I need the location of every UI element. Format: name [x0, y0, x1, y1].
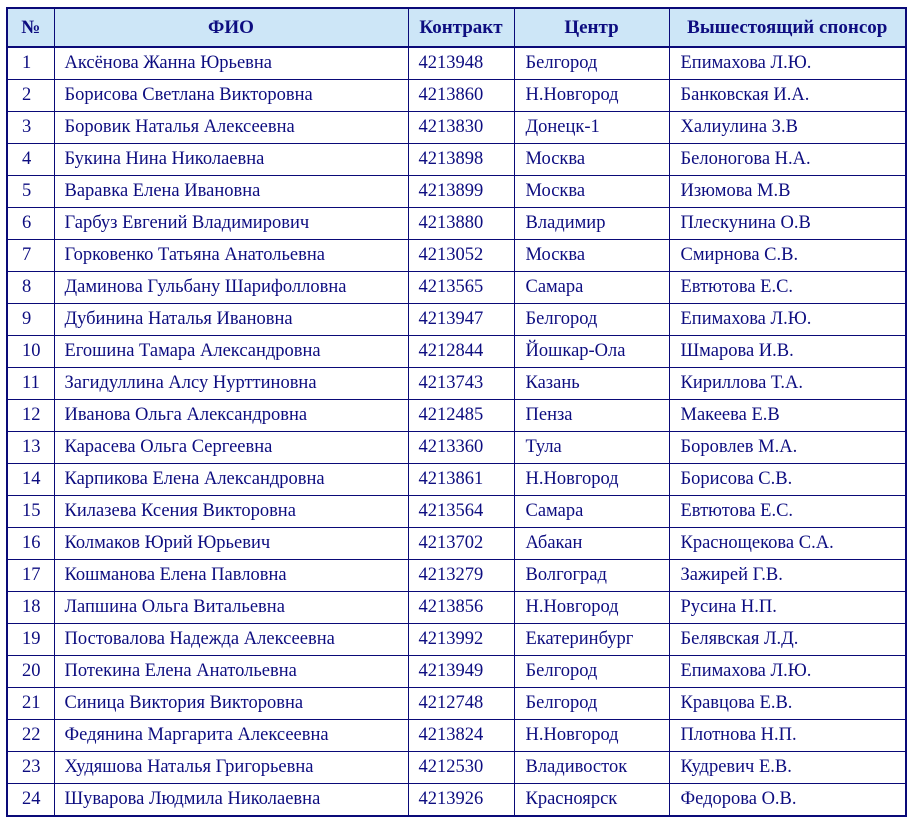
cell-center: Владимир: [514, 208, 669, 240]
table-body: [7, 47, 906, 816]
cell-name: Карасева Ольга Сергеевна: [54, 432, 408, 464]
cell-center: Екатеринбург: [514, 624, 669, 656]
cell-num: 19: [7, 624, 54, 656]
cell-contract: 4213565: [408, 272, 514, 304]
cell-num: 7: [7, 240, 54, 272]
table-row: [7, 528, 906, 560]
header-name: ФИО: [54, 8, 408, 47]
cell-center: Самара: [514, 496, 669, 528]
table-row: [7, 208, 906, 240]
table-row: [7, 112, 906, 144]
cell-num: 22: [7, 720, 54, 752]
cell-name: Килазева Ксения Викторовна: [54, 496, 408, 528]
cell-num: 4: [7, 144, 54, 176]
cell-num: 17: [7, 560, 54, 592]
cell-contract: 4213947: [408, 304, 514, 336]
cell-sponsor: Кириллова Т.А.: [669, 368, 906, 400]
cell-center: Н.Новгород: [514, 720, 669, 752]
cell-sponsor: Федорова О.В.: [669, 784, 906, 817]
cell-contract: 4213824: [408, 720, 514, 752]
cell-name: Карпикова Елена Александровна: [54, 464, 408, 496]
cell-num: 24: [7, 784, 54, 817]
cell-name: Худяшова Наталья Григорьевна: [54, 752, 408, 784]
cell-center: Москва: [514, 176, 669, 208]
cell-center: Н.Новгород: [514, 592, 669, 624]
cell-sponsor: Плотнова Н.П.: [669, 720, 906, 752]
cell-name: Шуварова Людмила Николаевна: [54, 784, 408, 817]
cell-contract: 4212530: [408, 752, 514, 784]
cell-center: Н.Новгород: [514, 80, 669, 112]
cell-center: Красноярск: [514, 784, 669, 817]
cell-sponsor: Смирнова С.В.: [669, 240, 906, 272]
cell-num: 9: [7, 304, 54, 336]
cell-sponsor: Борисова С.В.: [669, 464, 906, 496]
cell-sponsor: Краснощекова С.А.: [669, 528, 906, 560]
cell-center: Самара: [514, 272, 669, 304]
table-row: [7, 368, 906, 400]
cell-contract: 4213702: [408, 528, 514, 560]
table-row: [7, 432, 906, 464]
cell-name: Лапшина Ольга Витальевна: [54, 592, 408, 624]
cell-name: Федянина Маргарита Алексеевна: [54, 720, 408, 752]
table-row: [7, 464, 906, 496]
cell-contract: 4213830: [408, 112, 514, 144]
cell-sponsor: Боровлев М.А.: [669, 432, 906, 464]
cell-name: Колмаков Юрий Юрьевич: [54, 528, 408, 560]
cell-sponsor: Халиулина З.В: [669, 112, 906, 144]
cell-contract: 4212844: [408, 336, 514, 368]
cell-center: Н.Новгород: [514, 464, 669, 496]
cell-center: Белгород: [514, 47, 669, 80]
cell-contract: 4213899: [408, 176, 514, 208]
cell-contract: 4213880: [408, 208, 514, 240]
cell-name: Иванова Ольга Александровна: [54, 400, 408, 432]
cell-contract: 4212485: [408, 400, 514, 432]
cell-name: Борисова Светлана Викторовна: [54, 80, 408, 112]
cell-center: Абакан: [514, 528, 669, 560]
cell-contract: 4213360: [408, 432, 514, 464]
table-row: [7, 656, 906, 688]
cell-sponsor: Плескунина О.В: [669, 208, 906, 240]
cell-center: Волгоград: [514, 560, 669, 592]
cell-contract: 4213860: [408, 80, 514, 112]
cell-num: 18: [7, 592, 54, 624]
cell-contract: 4213861: [408, 464, 514, 496]
cell-contract: 4213052: [408, 240, 514, 272]
cell-contract: 4213856: [408, 592, 514, 624]
cell-contract: 4213279: [408, 560, 514, 592]
cell-num: 16: [7, 528, 54, 560]
cell-contract: 4213948: [408, 47, 514, 80]
cell-sponsor: Белявская Л.Д.: [669, 624, 906, 656]
cell-name: Синица Виктория Викторовна: [54, 688, 408, 720]
cell-center: Пенза: [514, 400, 669, 432]
table-row: [7, 144, 906, 176]
cell-name: Постовалова Надежда Алексеевна: [54, 624, 408, 656]
cell-num: 1: [7, 47, 54, 80]
header-row: [7, 8, 906, 47]
table-row: [7, 336, 906, 368]
cell-sponsor: Евтютова Е.С.: [669, 272, 906, 304]
sponsor-table: [6, 7, 907, 817]
cell-contract: 4213898: [408, 144, 514, 176]
cell-contract: 4212748: [408, 688, 514, 720]
cell-name: Кошманова Елена Павловна: [54, 560, 408, 592]
cell-center: Казань: [514, 368, 669, 400]
header-contract: Контракт: [408, 8, 514, 47]
cell-sponsor: Изюмова М.В: [669, 176, 906, 208]
cell-sponsor: Зажирей Г.В.: [669, 560, 906, 592]
table-row: [7, 624, 906, 656]
table-row: [7, 47, 906, 80]
cell-sponsor: Епимахова Л.Ю.: [669, 656, 906, 688]
cell-name: Потекина Елена Анатольевна: [54, 656, 408, 688]
cell-name: Букина Нина Николаевна: [54, 144, 408, 176]
table-row: [7, 784, 906, 817]
cell-center: Белгород: [514, 304, 669, 336]
cell-num: 6: [7, 208, 54, 240]
header-sponsor: Вышестоящий спонсор: [669, 8, 906, 47]
cell-sponsor: Шмарова И.В.: [669, 336, 906, 368]
cell-num: 11: [7, 368, 54, 400]
cell-name: Егошина Тамара Александровна: [54, 336, 408, 368]
cell-num: 13: [7, 432, 54, 464]
table-row: [7, 720, 906, 752]
cell-num: 3: [7, 112, 54, 144]
cell-center: Белгород: [514, 656, 669, 688]
cell-num: 21: [7, 688, 54, 720]
table-row: [7, 560, 906, 592]
cell-name: Загидуллина Алсу Нурттиновна: [54, 368, 408, 400]
cell-name: Горковенко Татьяна Анатольевна: [54, 240, 408, 272]
cell-contract: 4213564: [408, 496, 514, 528]
cell-num: 12: [7, 400, 54, 432]
cell-sponsor: Епимахова Л.Ю.: [669, 47, 906, 80]
cell-contract: 4213926: [408, 784, 514, 817]
cell-num: 15: [7, 496, 54, 528]
cell-sponsor: Евтютова Е.С.: [669, 496, 906, 528]
table-row: [7, 592, 906, 624]
cell-num: 2: [7, 80, 54, 112]
cell-contract: 4213949: [408, 656, 514, 688]
cell-num: 20: [7, 656, 54, 688]
table-row: [7, 80, 906, 112]
table-row: [7, 176, 906, 208]
table-row: [7, 400, 906, 432]
cell-center: Москва: [514, 240, 669, 272]
cell-center: Йошкар-Ола: [514, 336, 669, 368]
cell-sponsor: Кравцова Е.В.: [669, 688, 906, 720]
table-row: [7, 496, 906, 528]
cell-name: Боровик Наталья Алексеевна: [54, 112, 408, 144]
header-num: №: [7, 8, 54, 47]
cell-name: Гарбуз Евгений Владимирович: [54, 208, 408, 240]
cell-num: 23: [7, 752, 54, 784]
table-row: [7, 272, 906, 304]
cell-name: Даминова Гульбану Шарифолловна: [54, 272, 408, 304]
header-center: Центр: [514, 8, 669, 47]
cell-center: Москва: [514, 144, 669, 176]
cell-sponsor: Кудревич Е.В.: [669, 752, 906, 784]
cell-name: Варавка Елена Ивановна: [54, 176, 408, 208]
cell-name: Дубинина Наталья Ивановна: [54, 304, 408, 336]
cell-sponsor: Белоногова Н.А.: [669, 144, 906, 176]
cell-center: Владивосток: [514, 752, 669, 784]
cell-num: 8: [7, 272, 54, 304]
cell-sponsor: Макеева Е.В: [669, 400, 906, 432]
table-header: [7, 8, 906, 47]
cell-center: Донецк-1: [514, 112, 669, 144]
cell-sponsor: Епимахова Л.Ю.: [669, 304, 906, 336]
table-row: [7, 240, 906, 272]
cell-sponsor: Русина Н.П.: [669, 592, 906, 624]
table-row: [7, 752, 906, 784]
cell-num: 14: [7, 464, 54, 496]
cell-center: Тула: [514, 432, 669, 464]
table-row: [7, 304, 906, 336]
table-row: [7, 688, 906, 720]
cell-num: 5: [7, 176, 54, 208]
cell-contract: 4213992: [408, 624, 514, 656]
cell-center: Белгород: [514, 688, 669, 720]
cell-sponsor: Банковская И.А.: [669, 80, 906, 112]
cell-num: 10: [7, 336, 54, 368]
cell-contract: 4213743: [408, 368, 514, 400]
cell-name: Аксёнова Жанна Юрьевна: [54, 47, 408, 80]
